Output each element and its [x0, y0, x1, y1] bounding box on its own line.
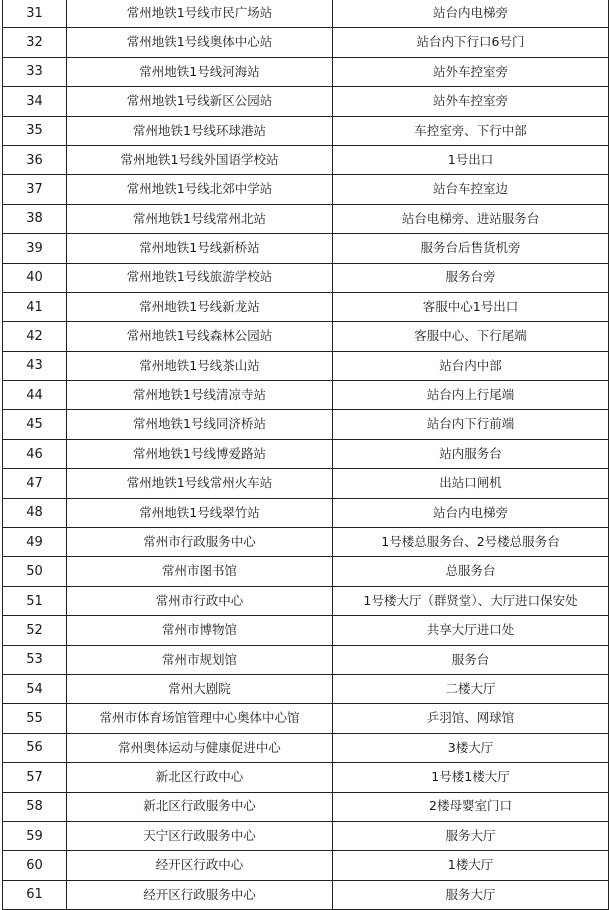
table-row	[3, 674, 609, 703]
location-cell: 常州地铁1号线森林公园站	[67, 322, 333, 351]
position-cell: 共享大厅进口处	[333, 616, 609, 645]
table-row	[3, 586, 609, 615]
table-row	[3, 351, 609, 380]
location-cell: 天宁区行政服务中心	[67, 821, 333, 850]
location-cell: 常州地铁1号线新区公园站	[67, 87, 333, 116]
location-cell: 常州市体育场馆管理中心奥体中心馆	[67, 704, 333, 733]
row-number: 37	[3, 175, 67, 204]
location-cell: 常州地铁1号线北郊中学站	[67, 175, 333, 204]
table-row	[3, 469, 609, 498]
position-cell: 站台内上行尾端	[333, 381, 609, 410]
location-cell: 常州地铁1号线常州北站	[67, 204, 333, 233]
row-number: 34	[3, 87, 67, 116]
row-number: 59	[3, 821, 67, 850]
row-number: 55	[3, 704, 67, 733]
location-cell: 常州市行政服务中心	[67, 528, 333, 557]
location-cell: 常州地铁1号线同济桥站	[67, 410, 333, 439]
location-cell: 常州市规划馆	[67, 645, 333, 674]
position-cell: 1号出口	[333, 145, 609, 174]
table-row	[3, 704, 609, 733]
location-cell: 新北区行政中心	[67, 763, 333, 792]
table-row	[3, 57, 609, 86]
position-cell: 二楼大厅	[333, 674, 609, 703]
location-cell: 常州地铁1号线奥体中心站	[67, 28, 333, 57]
table-row	[3, 204, 609, 233]
table-row	[3, 851, 609, 880]
row-number: 33	[3, 57, 67, 86]
table-row	[3, 263, 609, 292]
location-cell: 常州大剧院	[67, 674, 333, 703]
row-number: 36	[3, 145, 67, 174]
table-row	[3, 557, 609, 586]
row-number: 31	[3, 0, 67, 28]
row-number: 47	[3, 469, 67, 498]
position-cell: 客服中心1号出口	[333, 292, 609, 321]
row-number: 39	[3, 234, 67, 263]
position-cell: 3楼大厅	[333, 733, 609, 762]
row-number: 42	[3, 322, 67, 351]
table-row	[3, 733, 609, 762]
location-cell: 常州地铁1号线环球港站	[67, 116, 333, 145]
table-row	[3, 292, 609, 321]
table-row	[3, 616, 609, 645]
row-number: 56	[3, 733, 67, 762]
position-cell: 站台内下行口6号门	[333, 28, 609, 57]
location-cell: 常州地铁1号线博爱路站	[67, 439, 333, 468]
table-body	[3, 0, 609, 910]
row-number: 46	[3, 439, 67, 468]
location-cell: 常州地铁1号线河海站	[67, 57, 333, 86]
table-row	[3, 439, 609, 468]
position-cell: 服务大厅	[333, 880, 609, 909]
location-cell: 常州市图书馆	[67, 557, 333, 586]
position-cell: 站台电梯旁、进站服务台	[333, 204, 609, 233]
row-number: 43	[3, 351, 67, 380]
location-cell: 新北区行政服务中心	[67, 792, 333, 821]
location-cell: 常州地铁1号线清凉寺站	[67, 381, 333, 410]
row-number: 35	[3, 116, 67, 145]
table-row	[3, 381, 609, 410]
location-cell: 常州地铁1号线常州火车站	[67, 469, 333, 498]
row-number: 45	[3, 410, 67, 439]
position-cell: 服务大厅	[333, 821, 609, 850]
table-row	[3, 792, 609, 821]
row-number: 54	[3, 674, 67, 703]
table-row	[3, 645, 609, 674]
location-cell: 常州地铁1号线新桥站	[67, 234, 333, 263]
row-number: 44	[3, 381, 67, 410]
position-cell: 站台内中部	[333, 351, 609, 380]
table-row	[3, 821, 609, 850]
row-number: 49	[3, 528, 67, 557]
table-row	[3, 498, 609, 527]
table-row	[3, 28, 609, 57]
position-cell: 1号楼1楼大厅	[333, 763, 609, 792]
position-cell: 出站口闸机	[333, 469, 609, 498]
table-row	[3, 116, 609, 145]
position-cell: 站台内电梯旁	[333, 0, 609, 28]
position-cell: 站台内下行前端	[333, 410, 609, 439]
position-cell: 站外车控室旁	[333, 57, 609, 86]
position-cell: 站台内电梯旁	[333, 498, 609, 527]
row-number: 38	[3, 204, 67, 233]
row-number: 50	[3, 557, 67, 586]
table-row	[3, 234, 609, 263]
location-cell: 经开区行政中心	[67, 851, 333, 880]
location-cell: 常州地铁1号线茶山站	[67, 351, 333, 380]
row-number: 61	[3, 880, 67, 909]
position-cell: 服务台后售货机旁	[333, 234, 609, 263]
location-cell: 常州地铁1号线市民广场站	[67, 0, 333, 28]
row-number: 41	[3, 292, 67, 321]
location-cell: 常州奥体运动与健康促进中心	[67, 733, 333, 762]
position-cell: 2楼母婴室门口	[333, 792, 609, 821]
row-number: 53	[3, 645, 67, 674]
table-row	[3, 175, 609, 204]
position-cell: 1楼大厅	[333, 851, 609, 880]
table-row	[3, 410, 609, 439]
position-cell: 站内服务台	[333, 439, 609, 468]
position-cell: 乒羽馆、网球馆	[333, 704, 609, 733]
position-cell: 客服中心、下行尾端	[333, 322, 609, 351]
row-number: 51	[3, 586, 67, 615]
row-number: 32	[3, 28, 67, 57]
table-row	[3, 322, 609, 351]
row-number: 57	[3, 763, 67, 792]
location-cell: 常州市博物馆	[67, 616, 333, 645]
table-row	[3, 87, 609, 116]
position-cell: 车控室旁、下行中部	[333, 116, 609, 145]
location-table	[2, 0, 609, 910]
location-cell: 常州地铁1号线外国语学校站	[67, 145, 333, 174]
table-row	[3, 763, 609, 792]
row-number: 48	[3, 498, 67, 527]
location-cell: 常州市行政中心	[67, 586, 333, 615]
row-number: 40	[3, 263, 67, 292]
table-row	[3, 880, 609, 909]
position-cell: 1号楼总服务台、2号楼总服务台	[333, 528, 609, 557]
location-cell: 经开区行政服务中心	[67, 880, 333, 909]
position-cell: 站外车控室旁	[333, 87, 609, 116]
position-cell: 总服务台	[333, 557, 609, 586]
location-cell: 常州地铁1号线翠竹站	[67, 498, 333, 527]
location-cell: 常州地铁1号线旅游学校站	[67, 263, 333, 292]
position-cell: 服务台	[333, 645, 609, 674]
row-number: 52	[3, 616, 67, 645]
row-number: 58	[3, 792, 67, 821]
table-row	[3, 145, 609, 174]
position-cell: 服务台旁	[333, 263, 609, 292]
table-row	[3, 0, 609, 28]
position-cell: 站台车控室边	[333, 175, 609, 204]
location-cell: 常州地铁1号线新龙站	[67, 292, 333, 321]
table-row	[3, 528, 609, 557]
position-cell: 1号楼大厅（群贤堂）、大厅进口保安处	[333, 586, 609, 615]
row-number: 60	[3, 851, 67, 880]
